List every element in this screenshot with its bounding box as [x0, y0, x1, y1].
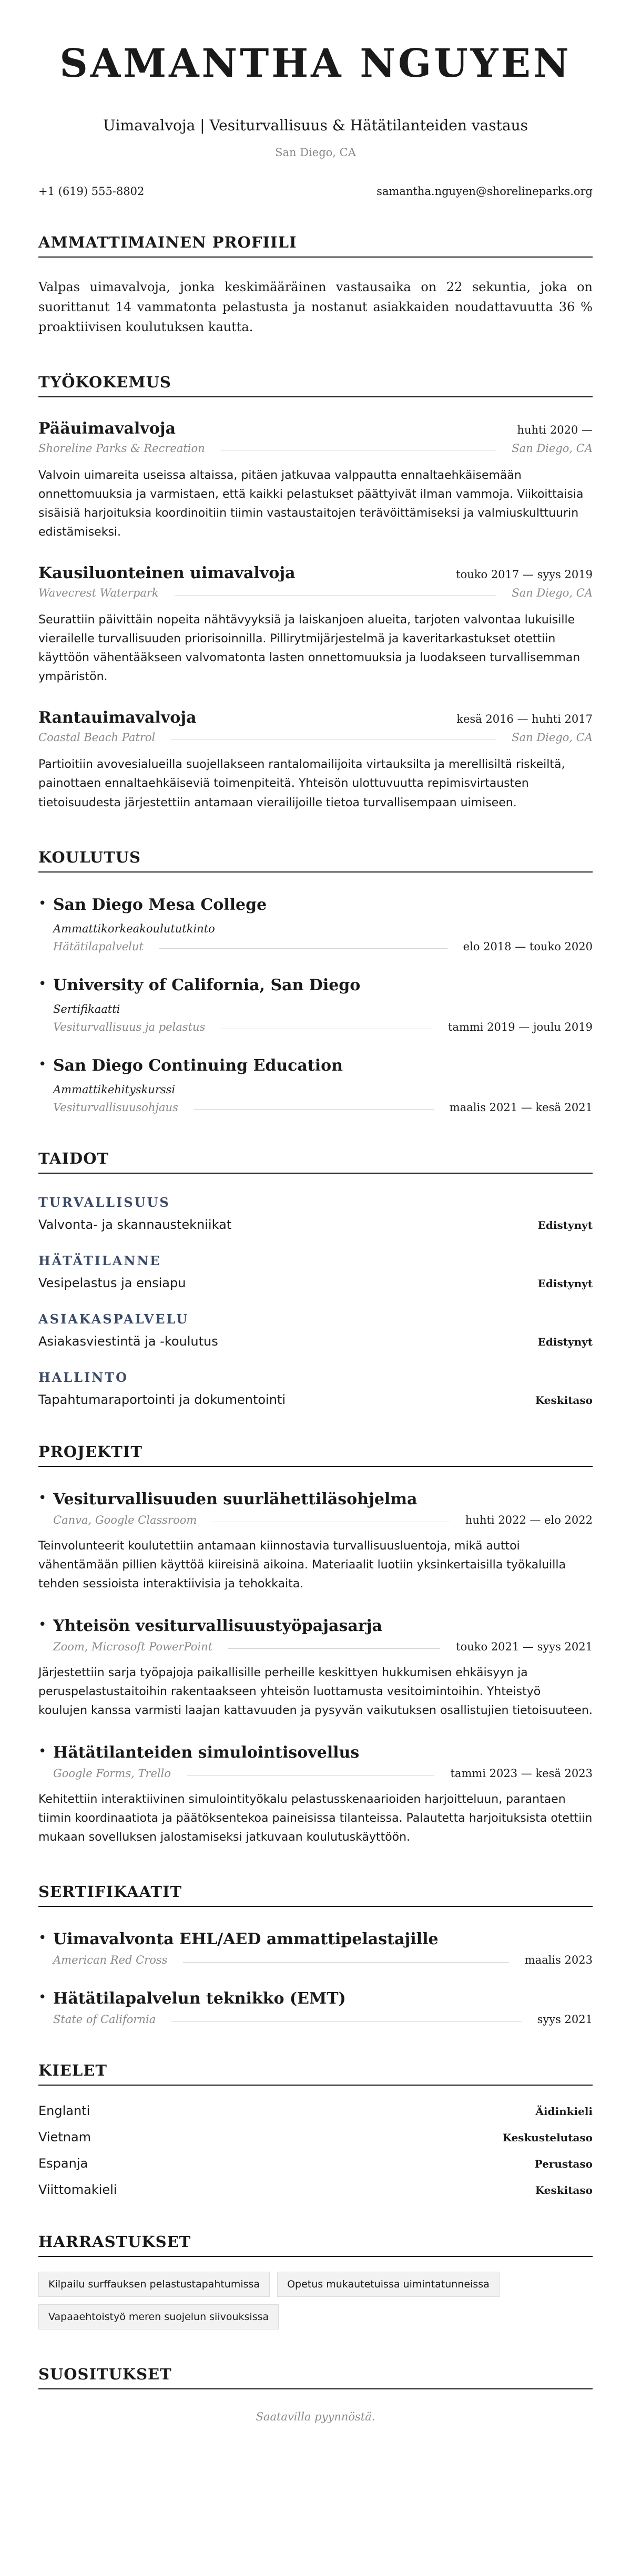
hobby-tag: Opetus mukautetuissa uimintatunneissa [277, 2272, 500, 2297]
skill-category: HALLINTO [38, 1369, 128, 1385]
section-title-references: SUOSITUKSET [38, 2365, 593, 2389]
certification-date: syys 2021 [537, 2013, 593, 2026]
degree: Sertifikaatti [53, 1002, 120, 1015]
profile-summary: Valpas uimavalvoja, jonka keskimääräinen vastausaika on 22 sekuntia, joka on suorittanut 14 vammatonta pelastusta ja nostanut asiakkaiden noudattavuutta 36 % proaktiivisen koulutuksen kautta. [38, 280, 593, 334]
degree: Ammattikorkeakoulututkinto [53, 922, 215, 935]
project-name: • Yhteisön vesiturvallisuustyöpajasarja [53, 1616, 382, 1635]
job-dates: kesä 2016 — huhti 2017 [456, 713, 593, 726]
phone-number: +1 (619) 555-8802 [38, 185, 145, 198]
section-title-projects: PROJEKTIT [38, 1443, 593, 1467]
job-description: Partioitiin avovesialueilla suojellakseen rantalomailijoita virtauksilta ja merellisiltä riskeiltä, painottaen ennaltaehkäiseviä toimenpiteitä. Yhteisön ulottuvuutta repimisvirtausten tietoisuudesta järjestettiin antamaan vierailijoille tietoa turvallisempaan uimiseen. [38, 758, 565, 809]
certifications-section [38, 1883, 593, 2026]
project-dates: tammi 2023 — kesä 2023 [450, 1767, 593, 1780]
leader-line [194, 1109, 434, 1110]
language-row [38, 2156, 593, 2171]
project-name: • Vesiturvallisuuden suurlähettiläsohjelma [53, 1490, 418, 1508]
profile-section [38, 233, 593, 337]
job-company: Wavecrest Waterpark [38, 587, 159, 600]
job-company: Coastal Beach Patrol [38, 731, 156, 744]
education-dates: tammi 2019 — joulu 2019 [447, 1020, 593, 1033]
leader-line [228, 1648, 440, 1649]
certification-issuer: American Red Cross [53, 1954, 168, 1967]
skill-category: ASIAKASPALVELU [38, 1311, 189, 1327]
language-level: Keskustelutaso [502, 2131, 593, 2144]
project-dates: huhti 2022 — elo 2022 [465, 1513, 593, 1526]
candidate-name: SAMANTHA NGUYEN [59, 41, 572, 86]
certification-name: • Hätätilapalvelun teknikko (EMT) [53, 1989, 346, 2008]
certification-entry [38, 1930, 593, 1966]
hobbies-section [38, 2233, 593, 2329]
project-description: Teinvolunteerit koulutettiin antamaan kiinnostavia turvallisuusluentoja, mikä auttoi vähentämään pillien käyttöä kiireisinä aikoina. Materiaalit luotiin yksinkertaisilla työkaluilla tehden sessioista interaktiivisia ja tehokkaita. [38, 1539, 566, 1590]
contact-row [38, 185, 593, 198]
education-entry [38, 1056, 593, 1114]
job-location: San Diego, CA [512, 442, 593, 455]
skill-group [38, 1311, 593, 1349]
project-dates: touko 2021 — syys 2021 [456, 1640, 593, 1653]
language-name: Viittomakieli [38, 2182, 117, 2198]
education-dates: elo 2018 — touko 2020 [463, 940, 593, 953]
degree: Ammattikehityskurssi [53, 1083, 176, 1096]
education-section [38, 848, 593, 1114]
job-entry [38, 419, 593, 542]
skill-name: Vesipelastus ja ensiapu [38, 1275, 186, 1290]
job-dates: touko 2017 — syys 2019 [456, 568, 593, 581]
skill-name: Asiakasviestintä ja -koulutus [38, 1333, 218, 1349]
section-title-languages: KIELET [38, 2061, 593, 2086]
education-dates: maalis 2021 — kesä 2021 [449, 1101, 593, 1114]
language-row [38, 2182, 593, 2197]
skill-name: Tapahtumaraportointi ja dokumentointi [38, 1392, 286, 1407]
education-entry [38, 896, 593, 953]
language-level: Äidinkieli [535, 2105, 593, 2118]
project-description: Kehitettiin interaktiivinen simulointityökalu pelastusskenaarioiden harjoitteluun, parantaen tiimin koordinaatiota ja päätöksentekoa paineisissa tilanteissa. Palautetta harjoituksista otettiin mukaan sovelluksen jalostamiseksi jatkuvaan koulutuskäyttöön. [38, 1793, 593, 1844]
hobby-tag: Vapaaehtoistyö meren suojelun siivouksissa [38, 2304, 279, 2329]
certification-entry [38, 1989, 593, 2026]
language-name: Englanti [38, 2103, 90, 2119]
field-of-study: Vesiturvallisuusohjaus [53, 1101, 178, 1114]
references-section [38, 2365, 593, 2423]
leader-line [159, 948, 447, 949]
certification-issuer: State of California [53, 2013, 156, 2026]
job-description: Valvoin uimareita useissa altaissa, pitäen jatkuvaa valppautta ennaltaehkäisemään onnettomuuksia ja varmistaen, että kaikki pelastukset päättyivät ilman vammoja. Viikoittaisia sisäisiä harjoituksia koordinoitiin tiimin vastaustaitojen terävöittämiseksi ja valmiuskulttuurin edistämiseksi. [38, 468, 584, 539]
section-title-education: KOULUTUS [38, 848, 593, 873]
references-note: Saatavilla pyynnöstä. [256, 2410, 375, 2424]
language-row [38, 2103, 593, 2118]
job-location: San Diego, CA [512, 587, 593, 600]
languages-section [38, 2061, 593, 2197]
project-entry [38, 1490, 593, 1594]
school-name: • San Diego Mesa College [53, 895, 267, 914]
hobby-tags [38, 2272, 593, 2329]
job-description: Seurattiin päivittäin nopeita nähtävyyksiä ja laiskanjoen alueita, tarjoten valvontaa lukuisille vierailelle turvallisuuden priorisoinnilla. Pillirytmijärjestelmä ja kaveritarkastukset otettiin käyttöön vähentääkseen valvomatonta lasten onnettomuuksia ja luodakseen turvallisemman ympäristön. [38, 613, 581, 684]
skill-category: TURVALLISUUS [38, 1194, 170, 1210]
resume-header [38, 0, 593, 159]
skill-group [38, 1195, 593, 1232]
language-list [38, 2103, 593, 2197]
job-entry [38, 564, 593, 686]
language-name: Espanja [38, 2156, 88, 2171]
leader-line [183, 1962, 508, 1963]
section-title-certifications: SERTIFIKAATIT [38, 1883, 593, 1907]
section-title-profile: AMMATTIMAINEN PROFIILI [38, 233, 593, 258]
skill-group [38, 1253, 593, 1290]
section-title-hobbies: HARRASTUKSET [38, 2233, 593, 2257]
project-entry [38, 1617, 593, 1720]
project-name: • Hätätilanteiden simulointisovellus [53, 1743, 360, 1762]
leader-line [175, 595, 496, 596]
school-name: • San Diego Continuing Education [53, 1056, 343, 1075]
language-level: Keskitaso [535, 2184, 593, 2197]
job-entry [38, 709, 593, 812]
job-title: Kausiluonteinen uimavalvoja [38, 564, 296, 583]
education-entry [38, 976, 593, 1033]
section-title-skills: TAIDOT [38, 1150, 593, 1174]
field-of-study: Vesiturvallisuus ja pelastus [53, 1020, 206, 1033]
job-location: San Diego, CA [512, 731, 593, 744]
skills-section [38, 1150, 593, 1407]
project-entry [38, 1743, 593, 1847]
email-address: samantha.nguyen@shorelineparks.org [376, 185, 593, 198]
project-tools: Zoom, Microsoft PowerPoint [53, 1640, 213, 1653]
field-of-study: Hätätilapalvelut [53, 940, 144, 953]
hobby-tag: Kilpailu surffauksen pelastustapahtumissa [38, 2272, 270, 2297]
school-name: • University of California, San Diego [53, 976, 361, 994]
leader-line [171, 2021, 521, 2022]
projects-section [38, 1443, 593, 1848]
language-name: Vietnam [38, 2130, 91, 2145]
job-title: Pääuimavalvoja [38, 419, 176, 438]
certification-name: • Uimavalvonta EHL/AED ammattipelastajille [53, 1930, 439, 1949]
experience-section [38, 373, 593, 813]
language-row [38, 2130, 593, 2144]
job-company: Shoreline Parks & Recreation [38, 442, 205, 455]
project-description: Järjestettiin sarja työpajoja paikallisille perheille keskittyen hukkumisen ehkäisyyn ja peruspelastustaitoihin rakentaakseen yhteisön luottamusta vesitoimintoihin. Yhteistyö koulujen kanssa varmisti laajan kattavuuden ja pysyvän vaikutuksen osallistujien tietoisuuteen. [38, 1666, 593, 1717]
job-dates: huhti 2020 — [517, 423, 593, 436]
section-title-experience: TYÖKOKEMUS [38, 373, 593, 397]
skill-level: Edistynyt [537, 1277, 593, 1290]
skill-category: HÄTÄTILANNE [38, 1253, 161, 1268]
skill-level: Keskitaso [535, 1393, 593, 1407]
skill-level: Edistynyt [537, 1218, 593, 1231]
skill-group [38, 1370, 593, 1407]
project-tools: Google Forms, Trello [53, 1767, 171, 1780]
skill-name: Valvonta- ja skannaustekniikat [38, 1217, 232, 1232]
skill-level: Edistynyt [537, 1335, 593, 1348]
language-level: Perustaso [534, 2158, 593, 2171]
certification-date: maalis 2023 [524, 1954, 593, 1967]
project-tools: Canva, Google Classroom [53, 1513, 197, 1526]
candidate-headline: Uimavalvoja | Vesiturvallisuus & Hätätilanteiden vastaus [103, 117, 528, 134]
candidate-location: San Diego, CA [275, 146, 356, 159]
job-title: Rantauimavalvoja [38, 709, 197, 727]
